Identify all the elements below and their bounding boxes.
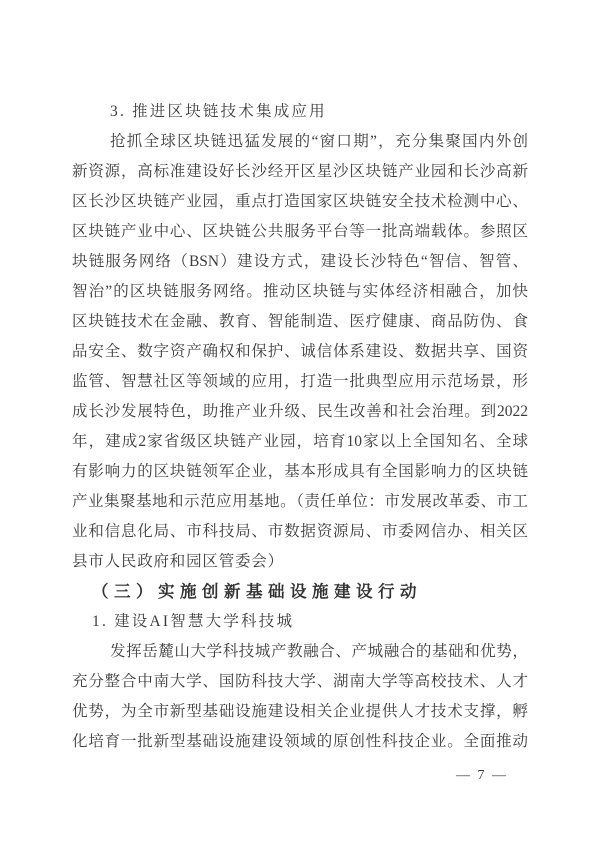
text-line: 成长沙发展特色，助推产业升级、民生改善和社会治理。到2022 (72, 403, 528, 420)
section-heading-line: （三）实施创新基础设施建设行动 (92, 582, 422, 601)
text-line: 发挥岳麓山大学科技城产教融合、产城融合的基础和优势， (110, 643, 528, 660)
text-line: 优势，为全市新型基础设施建设相关企业提供人才技术支撑，孵 (72, 703, 528, 720)
text-line: 抢抓全球区块链迅猛发展的“窗口期”，充分集聚国内外创 (110, 133, 528, 150)
text-line: 区长沙区块链产业园，重点打造国家区块链安全技术检测中心、 (72, 193, 528, 210)
text-line: 新资源，高标准建设好长沙经开区星沙区块链产业园和长沙高新 (72, 163, 528, 180)
text-line: 充分整合中南大学、国防科技大学、湖南大学等高校技术、人才 (72, 673, 528, 690)
text-line: 块链服务网络（BSN）建设方式，建设长沙特色“智信、智管、 (72, 253, 528, 270)
numbered-heading-line: 1. 建设AI智慧大学科技城 (92, 613, 295, 630)
text-line: 区块链技术在金融、教育、智能制造、医疗健康、商品防伪、食 (72, 313, 528, 330)
text-line: 监管、智慧社区等领域的应用，打造一批典型应用示范场景，形 (72, 373, 528, 390)
text-line: 区块链产业中心、区块链公共服务平台等一批高端载体。参照区 (72, 223, 528, 240)
text-line: 年，建成2家省级区块链产业园，培育10家以上全国知名、全球 (72, 433, 528, 450)
text-line: 业和信息化局、市科技局、市数据资源局、市委网信办、相关区 (72, 523, 528, 540)
text-line: 有影响力的区块链领军企业，基本形成具有全国影响力的区块链 (72, 463, 528, 480)
text-line: 品安全、数字资产确权和保护、诚信体系建设、数据共享、国资 (72, 343, 528, 360)
text-line: 县市人民政府和园区管委会） (72, 553, 284, 570)
numbered-heading-line: 3. 推进区块链技术集成应用 (110, 103, 327, 120)
document-body (72, 97, 528, 757)
text-line: 智治”的区块链服务网络。推动区块链与实体经济相融合，加快 (72, 283, 528, 300)
page-number: — 7 — (456, 768, 508, 783)
text-line: 产业集聚基地和示范应用基地。（责任单位：市发展改革委、市工 (72, 493, 528, 510)
text-line: 化培育一批新型基础设施建设领域的原创性科技企业。全面推动 (72, 733, 528, 750)
